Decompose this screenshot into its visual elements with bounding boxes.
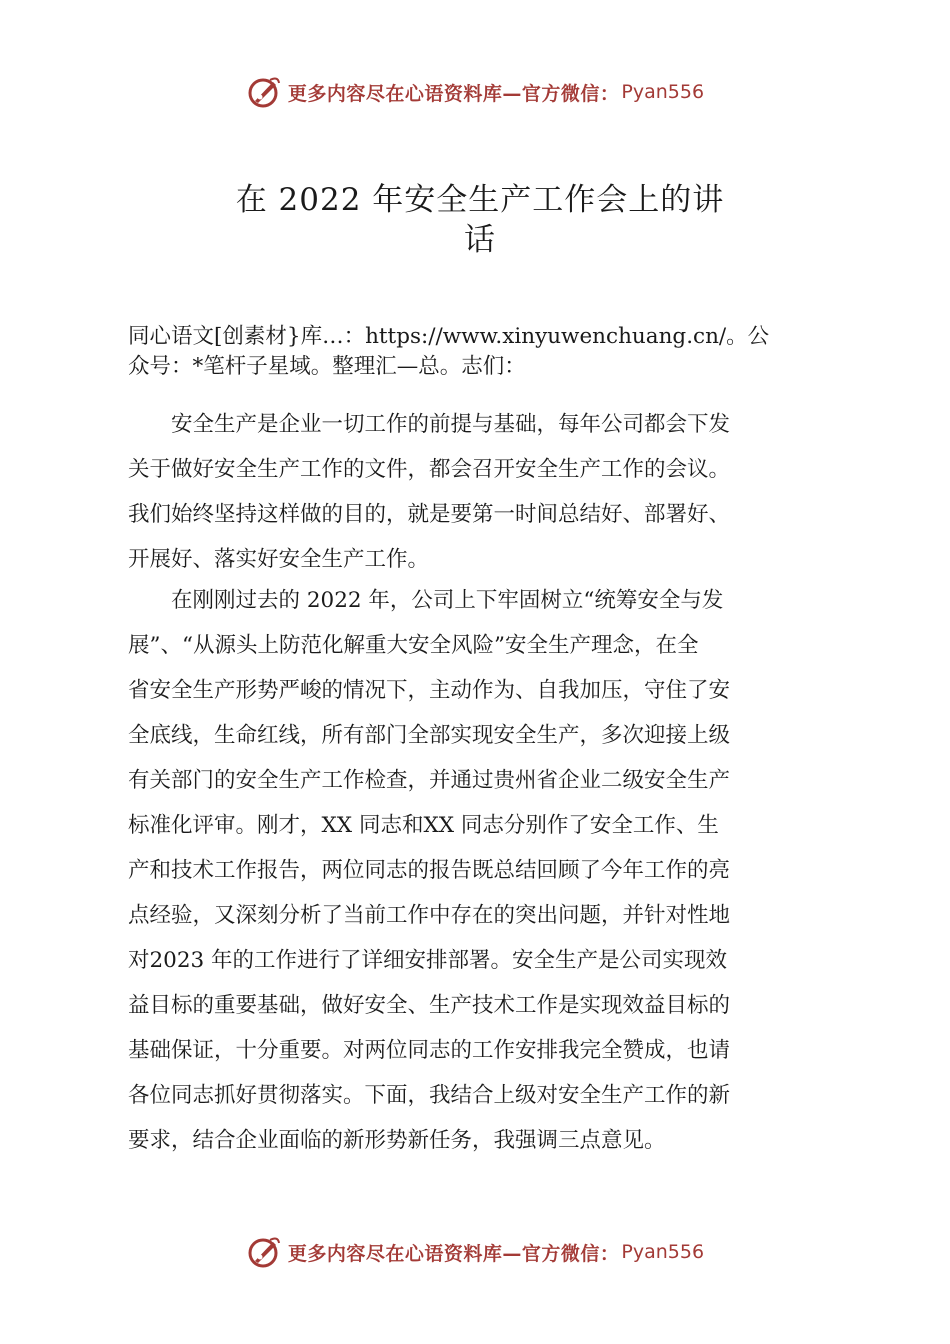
banner-text: 更多内容尽在心语资料库—官方微信： [287, 82, 620, 105]
banner-wechat-id: Pyan556 [621, 1241, 705, 1263]
pen-logo-icon [246, 74, 282, 110]
banner-text: 更多内容尽在心语资料库—官方微信： [287, 1242, 620, 1265]
document-title: 在 2022 年安全生产工作会上的讲 话 [235, 182, 725, 258]
paragraph-2: 在刚刚过去的 2022 年，公司上下牢固树立“统筹安全与发 展”、“从源头上防范化解重大安全风险”安全生产理念，在全 省安全生产形势严峻的情况下，主动作为、自我加压，守住了安 全底线，生命红线，所有部门全部实现安全生产，多次迎接上级 有关部门的安全生产工作检查，并通过贵州省企业二级安全生产 标准化评审。刚才，XX 同志和XX 同志分别作了安全工作、生 产和技术工作报告，两位同志的报告既总结回顾了今年工作的亮 点经验，又深刻分析了当前工作中存在的突出问题，并针对性地 对2023 年的工作进行了详细安排部署。安全生产是公司实现效 益目标的重要基础，做好安全、生产技术工作是实现效益目标的 基础保证，十分重要。对两位同志的工作安排我完全赞成，也请 各位同志抓好贯彻落实。下面，我结合上级对安全生产工作的新 要求，结合企业面临的新形势新任务，我强调三点意见。 [128, 588, 731, 1153]
footer-banner [0, 1232, 950, 1272]
banner-wechat-id: Pyan556 [621, 81, 705, 103]
intro-line: 同心语文[创素材}库…：https://www.xinyuwenchuang.cn/。公 众号：*笔杆子星域。整理汇—总。志们： [128, 324, 770, 379]
paragraph-1: 安全生产是企业一切工作的前提与基础，每年公司都会下发 关于做好安全生产工作的文件，都会召开安全生产工作的会议。 我们始终坚持这样做的目的，就是要第一时间总结好、部署好、 开展好、落实好安全生产工作。 [128, 412, 731, 572]
pen-logo-icon [246, 1234, 282, 1270]
header-banner [0, 72, 950, 112]
